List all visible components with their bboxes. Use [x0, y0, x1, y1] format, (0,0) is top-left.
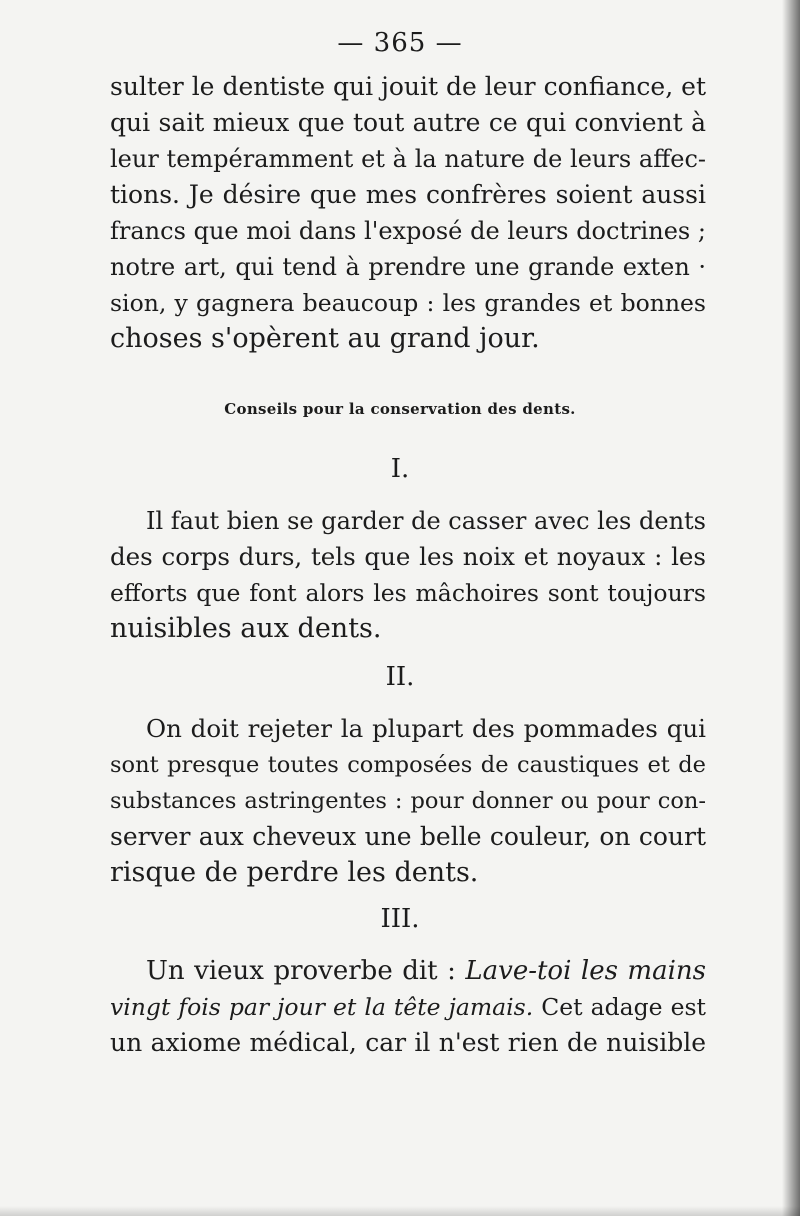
section-1-line-4: nuisibles aux dents. [110, 613, 382, 644]
intro-line-8: choses s'opèrent au grand jour. [110, 323, 540, 354]
section-numeral-1: I. [390, 454, 410, 484]
section-3-line-2 [110, 990, 706, 1024]
section-3-line-2-roman: Cet adage est [533, 993, 707, 1021]
section-1-line-1: Il faut bien se garder de casser avec les dents [146, 507, 706, 535]
section-3-line-1-italic: Lave-toi les mains [465, 956, 706, 986]
section-1-line-2: des corps durs, tels que les noix et noyaux : les [110, 542, 706, 571]
intro-line-2: qui sait mieux que tout autre ce qui convient à [110, 108, 706, 137]
section-3-line-1 [146, 954, 706, 988]
section-2-line-4: server aux cheveux une belle couleur, on court [110, 822, 706, 851]
intro-line-7: sion, y gagnera beaucoup : les grandes et bonnes [110, 289, 706, 317]
section-1-line-3: efforts que font alors les mâchoires sont toujours [110, 579, 706, 607]
section-2-line-2: sont presque toutes composées de caustiques et de [110, 752, 706, 778]
section-numeral-3: III. [380, 904, 420, 934]
section-3-line-2-italic: vingt fois par jour et la tête jamais. [110, 993, 534, 1021]
section-3-line-3: un axiome médical, car il n'est rien de nuisible [110, 1028, 706, 1057]
section-2-line-3: substances astringentes : pour donner ou pour con- [110, 788, 706, 814]
page-bottom-shadow [0, 1206, 800, 1216]
intro-line-1: sulter le dentiste qui jouit de leur confiance, et [110, 72, 706, 101]
intro-line-4: tions. Je désire que mes confrères soient aussi [110, 180, 706, 209]
section-heading: Conseils pour la conservation des dents. [224, 400, 576, 418]
page-number: — 365 — [337, 28, 463, 58]
section-3-line-1-roman: Un vieux proverbe dit : [146, 956, 466, 986]
section-2-line-1: On doit rejeter la plupart des pommades qui [146, 714, 706, 743]
section-2-line-5: risque de perdre les dents. [110, 857, 479, 888]
intro-line-5: francs que moi dans l'exposé de leurs doctrines ; [110, 217, 706, 245]
intro-line-6: notre art, qui tend à prendre une grande exten · [110, 253, 706, 281]
section-numeral-2: II. [385, 662, 415, 692]
page-edge-shadow [782, 0, 800, 1216]
intro-line-3: leur tempéramment et à la nature de leurs affec- [110, 145, 706, 173]
